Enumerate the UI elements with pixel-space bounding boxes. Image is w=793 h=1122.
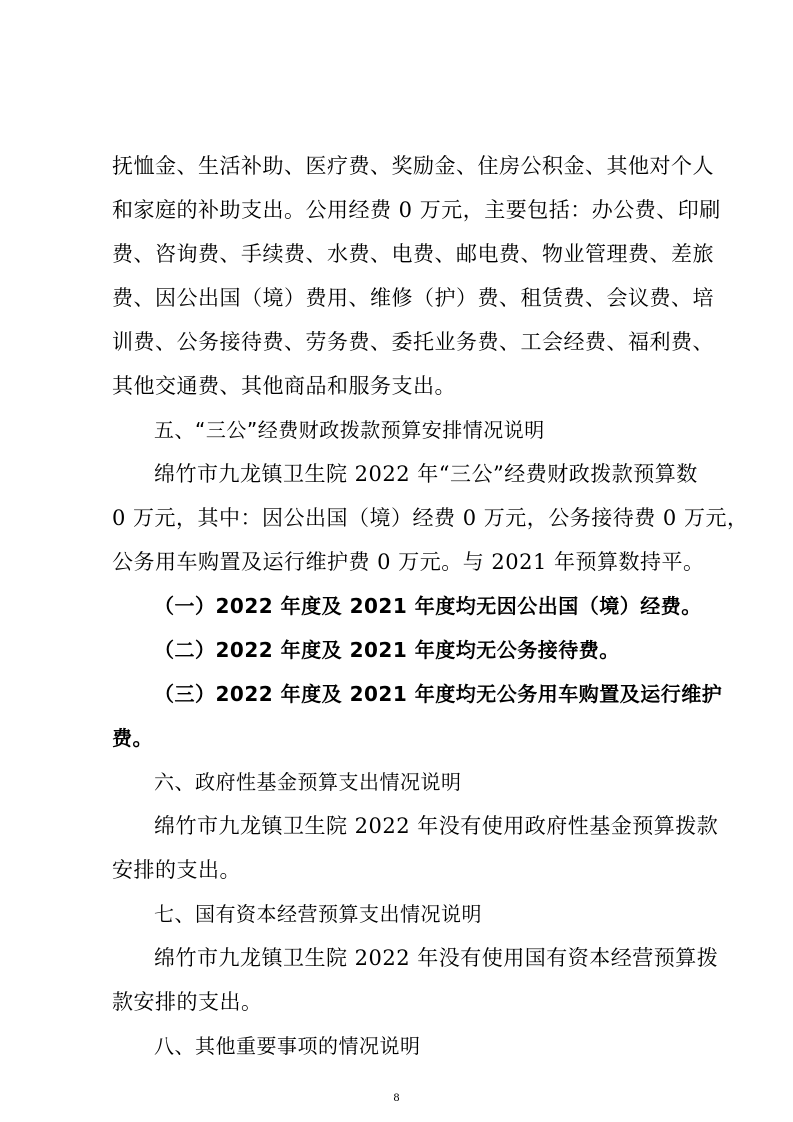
section-five-body-line: 0 万元，其中：因公出国（境）经费 0 万元，公务接待费 0 万元，	[112, 506, 749, 530]
section-five-body-line: 绵竹市九龙镇卫生院 2022 年“三公”经费财政拨款预算数	[154, 462, 698, 486]
section-five-body-line: 公务用车购置及运行维护费 0 万元。与 2021 年预算数持平。	[112, 550, 705, 574]
section-six-body-line: 安排的支出。	[112, 858, 241, 882]
subheading-no-vehicle: （三）2022 年度及 2021 年度均无公务用车购置及运行维护	[154, 682, 723, 706]
paragraph-line: 费、咨询费、手续费、水费、电费、邮电费、物业管理费、差旅	[112, 242, 714, 266]
section-seven-body-line: 绵竹市九龙镇卫生院 2022 年没有使用国有资本经营预算拨	[154, 946, 719, 970]
paragraph-line: 费、因公出国（境）费用、维修（护）费、租赁费、会议费、培	[112, 286, 714, 310]
section-seven-body-line: 款安排的支出。	[112, 990, 263, 1014]
paragraph-line: 抚恤金、生活补助、医疗费、奖励金、住房公积金、其他对个人	[112, 154, 714, 178]
paragraph-line: 其他交通费、其他商品和服务支出。	[112, 374, 456, 398]
section-heading-eight: 八、其他重要事项的情况说明	[154, 1034, 421, 1058]
section-heading-five: 五、“三公”经费财政拨款预算安排情况说明	[154, 418, 545, 442]
subheading-no-vehicle-cont: 费。	[112, 726, 153, 750]
section-heading-seven: 七、国有资本经营预算支出情况说明	[154, 902, 482, 926]
paragraph-line: 和家庭的补助支出。公用经费 0 万元，主要包括：办公费、印刷	[112, 198, 721, 222]
subheading-no-reception: （二）2022 年度及 2021 年度均无公务接待费。	[154, 638, 620, 662]
page-number: 8	[393, 1090, 400, 1104]
subheading-no-overseas-travel: （一）2022 年度及 2021 年度均无因公出国（境）经费。	[154, 594, 702, 618]
section-six-body-line: 绵竹市九龙镇卫生院 2022 年没有使用政府性基金预算拨款	[154, 814, 719, 838]
paragraph-line: 训费、公务接待费、劳务费、委托业务费、工会经费、福利费、	[112, 330, 714, 354]
section-heading-six: 六、政府性基金预算支出情况说明	[154, 770, 462, 794]
